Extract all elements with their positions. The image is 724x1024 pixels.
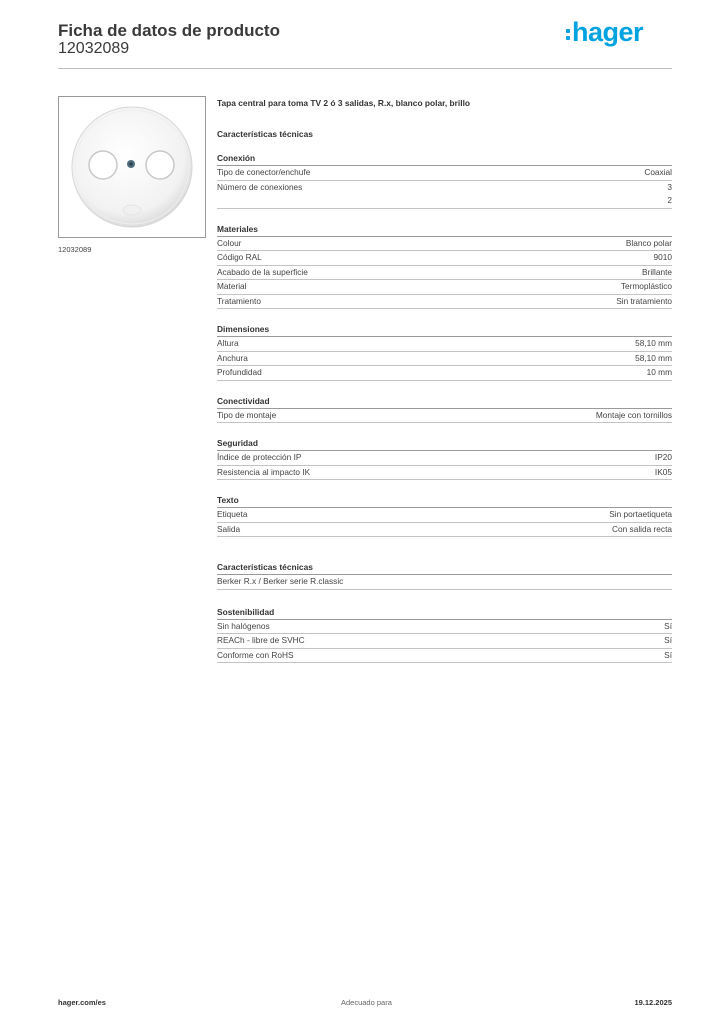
spec-section [217,323,672,381]
header-divider [58,68,672,69]
spec-row [217,352,672,367]
spec-row [217,337,672,352]
spec-label: Etiqueta [217,509,248,519]
spec-section [217,223,672,310]
spec-value: Sin tratamiento [616,295,672,306]
spec-label: Índice de protección IP [217,452,302,462]
footer-website: hager.com/es [58,998,106,1007]
spec-value: Blanco polar [625,237,672,248]
section-title: Características técnicas [217,561,672,575]
spec-label: Tratamiento [217,295,261,306]
round-tv-socket-cover-icon [59,97,205,237]
product-title: Tapa central para toma TV 2 ó 3 salidas, R.x, blanco polar, brillo [217,98,471,108]
hager-logo [566,17,643,47]
spec-row [217,620,672,635]
spec-row [217,251,672,266]
spec-row [217,366,672,381]
spec-label: Código RAL [217,252,262,262]
spec-section [217,437,672,480]
product-specs [217,97,672,663]
spec-sections [217,152,672,537]
section-title: Texto [217,494,672,508]
spec-label: Salida [217,523,241,534]
spec-value: Sin portaetiqueta [609,509,672,519]
spec-label: Acabado de la superficie [217,266,308,277]
spec-label: REACh - libre de SVHC [217,635,305,645]
spec-value: 58,10 mm [635,352,672,363]
spec-row [217,451,672,466]
spec-value: Con salida recta [612,523,672,534]
product-code: 12032089 [58,40,130,57]
spec-section [217,395,672,424]
spec-row [217,523,672,538]
spec-label: Colour [217,237,242,248]
logo-dots-icon [566,29,570,40]
spec-row [217,280,672,295]
spec-label: Berker R.x / Berker serie R.classic [217,576,344,586]
spec-label: Tipo de montaje [217,409,277,420]
spec-value: Termoplástico [620,281,672,291]
document-title: Ficha de datos de producto [58,21,280,40]
section-title: Seguridad [217,437,672,451]
section-title: Dimensiones [217,323,672,337]
spec-value: 9010 [653,252,672,262]
section-sustainability [217,606,672,664]
footer-date: 19.12.2025 [634,998,672,1007]
spec-value: 58,10 mm [635,338,672,348]
spec-row [217,181,672,209]
section-tech2 [217,561,672,590]
spec-label: Conforme con RoHS [217,649,294,660]
section-title: Conexión [217,152,672,166]
spec-row [217,166,672,181]
tech-heading: Características técnicas [217,129,313,139]
spec-value: Montaje con tornillos [595,409,672,420]
spec-value: 10 mm [646,367,672,377]
section-title: Materiales [217,223,672,237]
spec-row [217,575,672,590]
spec-row [217,237,672,252]
spec-label: Resistencia al impacto IK [217,466,311,477]
spec-section [217,494,672,537]
spec-label: Material [217,281,247,291]
logo-text: hager [572,16,644,47]
spec-label: Profundidad [217,367,262,377]
section-title: Conectividad [217,395,672,409]
spec-value: IP20 [654,452,672,462]
spec-row [217,508,672,523]
spec-row [217,466,672,481]
spec-label: Altura [217,338,239,348]
footer-suitable-for: Adecuado para [341,998,392,1007]
spec-label: Número de conexiones [217,181,303,192]
spec-label: Tipo de conector/enchufe [217,167,311,177]
spec-section [217,152,672,209]
spec-value: IK05 [654,466,672,477]
spec-value: Brillante [642,266,672,277]
spec-value: Sí [664,635,672,645]
spec-row [217,266,672,281]
spec-label: Sin halógenos [217,620,270,631]
spec-value: 3 2 [667,181,672,205]
spec-row [217,295,672,310]
spec-row [217,634,672,649]
spec-value: Sí [664,620,672,631]
image-caption: 12032089 [58,245,92,254]
product-image [58,96,206,238]
spec-value: Coaxial [644,167,672,177]
section-title: Sostenibilidad [217,606,672,620]
spec-label: Anchura [217,352,248,363]
spec-row [217,409,672,424]
spec-value: Sí [664,649,672,660]
spec-row [217,649,672,664]
